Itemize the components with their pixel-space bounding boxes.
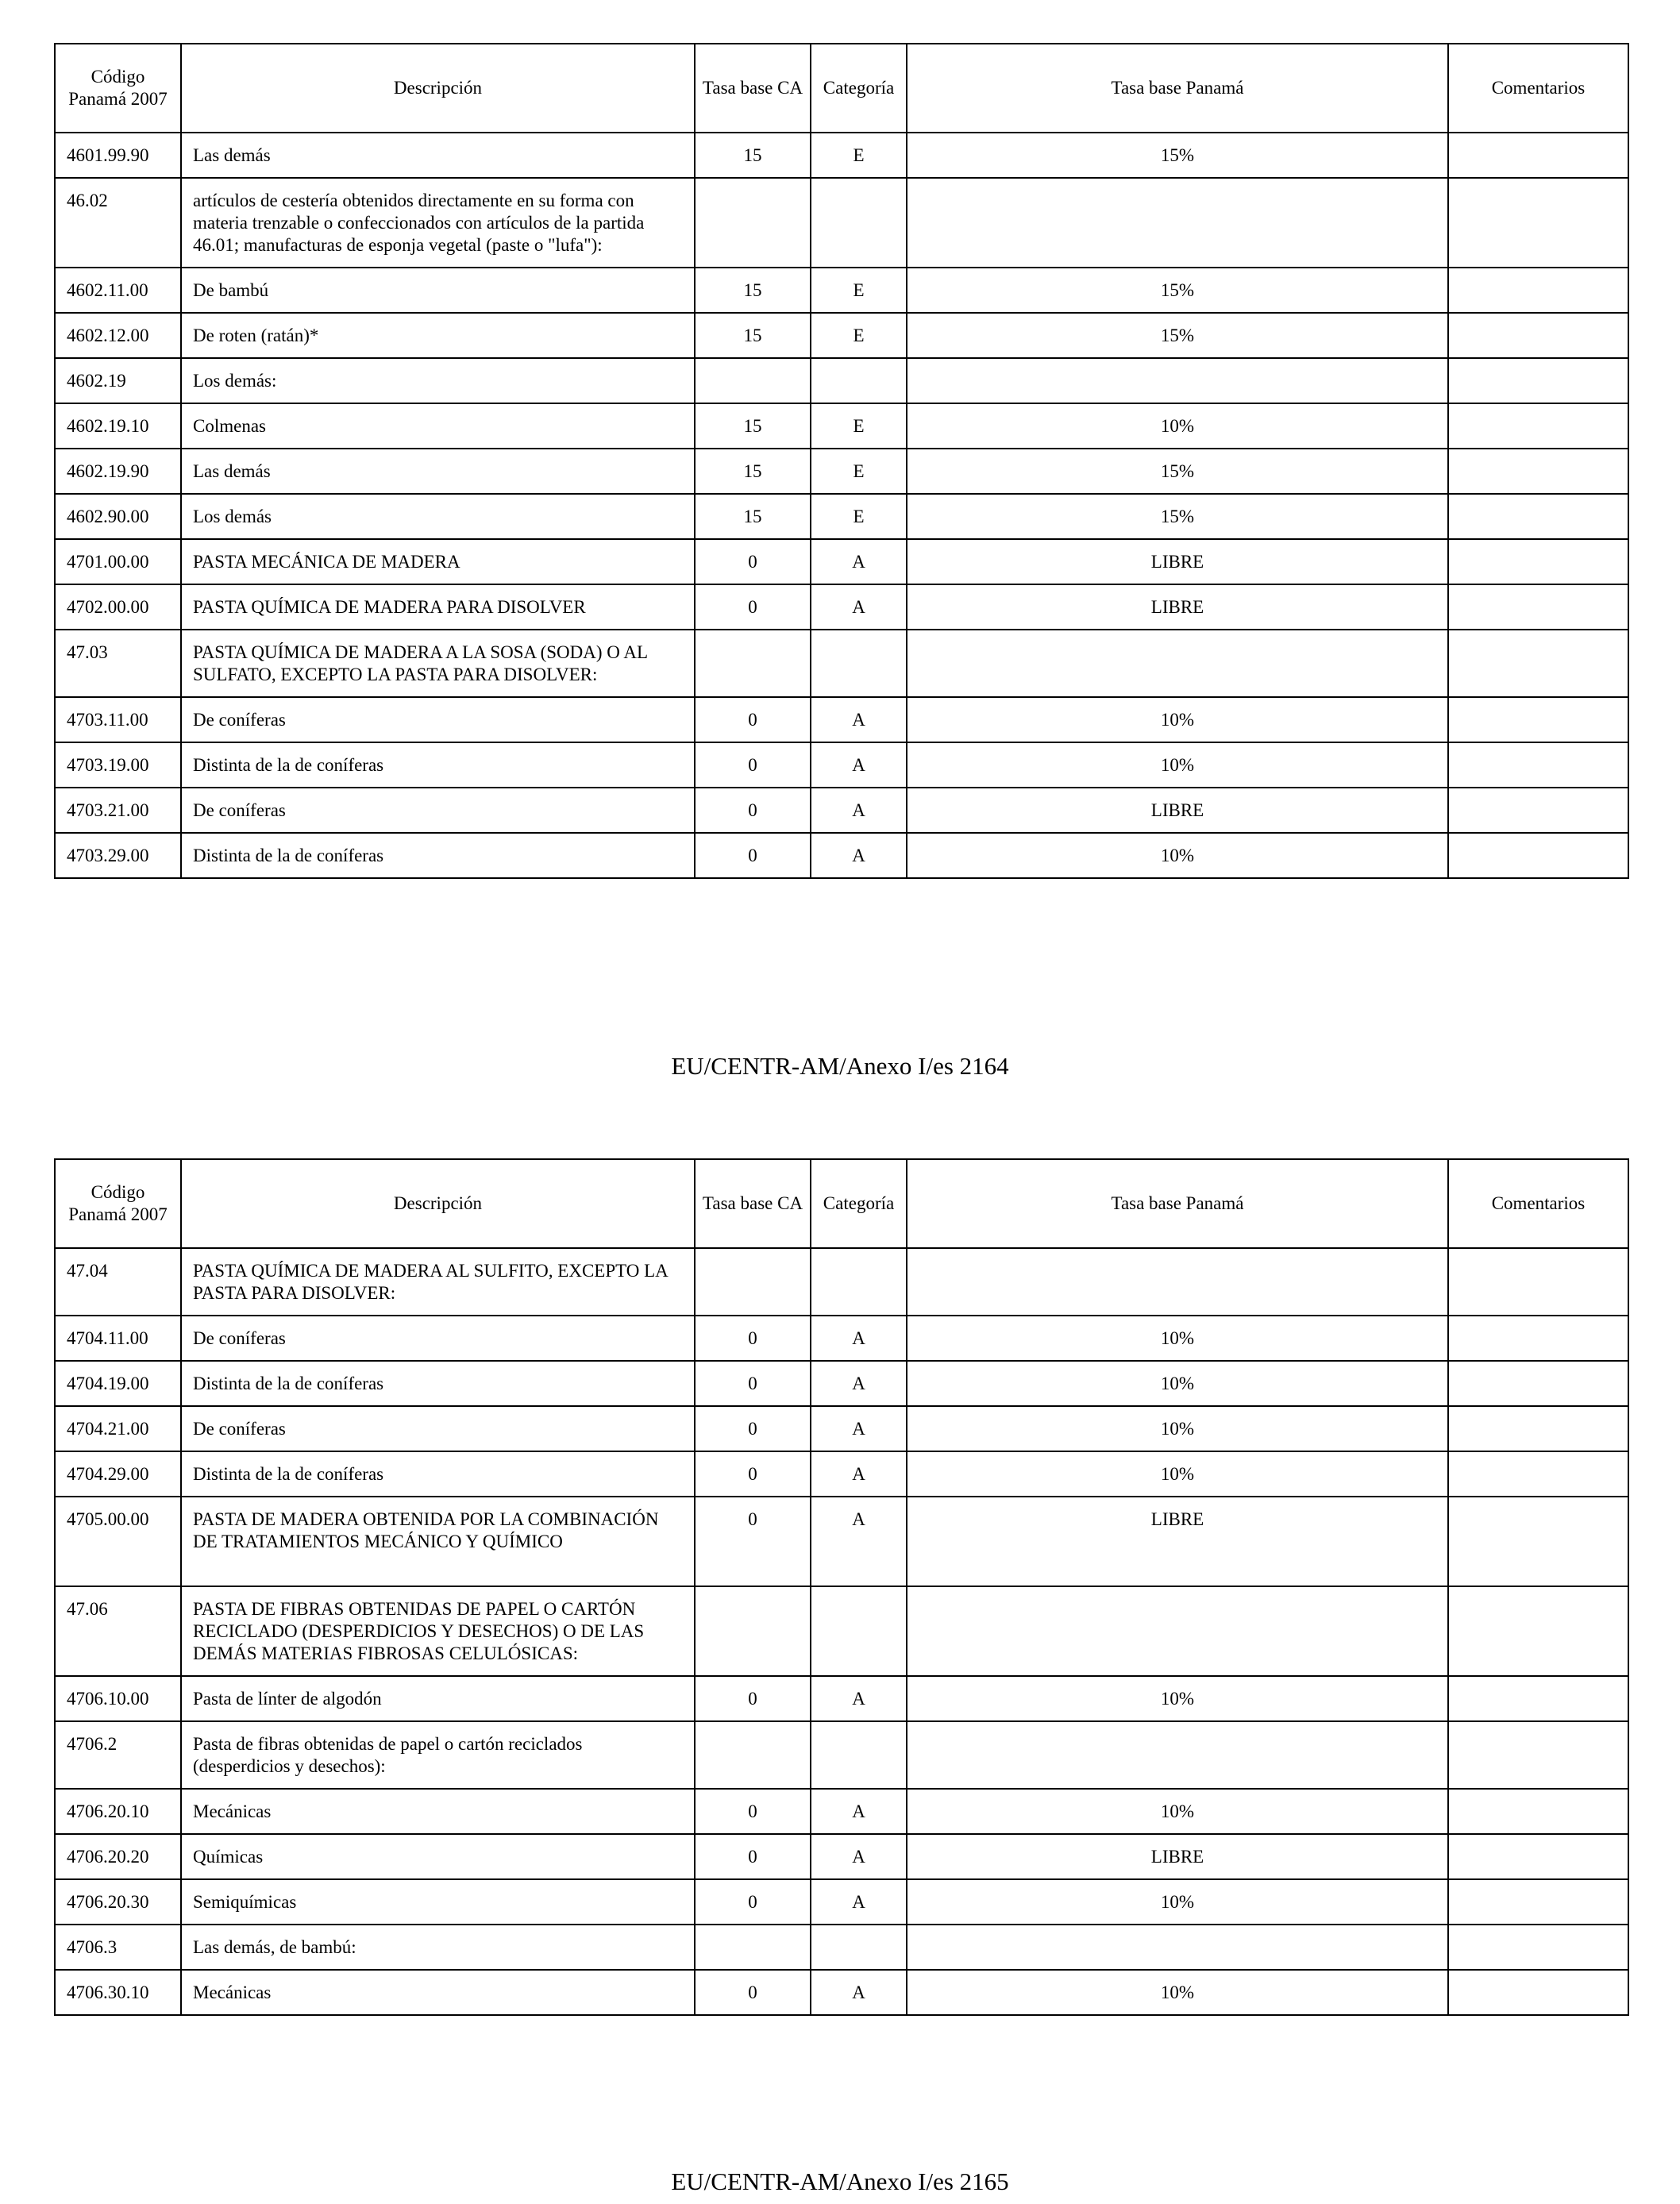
cell-description: Distinta de la de coníferas — [181, 1451, 695, 1497]
cell-base-rate-panama: 10% — [907, 1879, 1448, 1925]
cell-category — [811, 178, 907, 268]
cell-comments — [1448, 539, 1628, 584]
header-category: Categoría — [811, 1159, 907, 1248]
cell-code: 47.03 — [55, 630, 181, 697]
tariff-table-2 — [54, 1158, 1629, 2016]
cell-base-rate-panama: 10% — [907, 403, 1448, 449]
cell-base-rate-ca: 0 — [695, 1361, 811, 1406]
cell-base-rate-panama: 10% — [907, 833, 1448, 878]
cell-code: 4703.29.00 — [55, 833, 181, 878]
cell-category: A — [811, 584, 907, 630]
cell-base-rate-panama — [907, 178, 1448, 268]
cell-code: 4703.11.00 — [55, 697, 181, 742]
cell-comments — [1448, 697, 1628, 742]
cell-code: 4602.19.90 — [55, 449, 181, 494]
cell-base-rate-ca: 15 — [695, 403, 811, 449]
cell-category: A — [811, 1879, 907, 1925]
cell-comments — [1448, 449, 1628, 494]
cell-code: 4704.11.00 — [55, 1316, 181, 1361]
cell-comments — [1448, 742, 1628, 788]
cell-description: Los demás — [181, 494, 695, 539]
cell-code: 4602.12.00 — [55, 313, 181, 358]
cell-category: A — [811, 1834, 907, 1879]
cell-description: Las demás, de bambú: — [181, 1925, 695, 1970]
cell-base-rate-ca: 0 — [695, 1316, 811, 1361]
table-row — [55, 539, 1628, 584]
cell-base-rate-panama: LIBRE — [907, 539, 1448, 584]
cell-base-rate-panama: 10% — [907, 1970, 1448, 2015]
cell-base-rate-ca: 0 — [695, 584, 811, 630]
table-row — [55, 1925, 1628, 1970]
cell-comments — [1448, 1676, 1628, 1721]
table-row — [55, 630, 1628, 697]
cell-base-rate-ca: 0 — [695, 742, 811, 788]
cell-category: E — [811, 403, 907, 449]
table-row — [55, 584, 1628, 630]
table-row — [55, 1721, 1628, 1789]
table-row — [55, 742, 1628, 788]
cell-base-rate-ca: 15 — [695, 268, 811, 313]
cell-category: E — [811, 494, 907, 539]
cell-base-rate-ca: 0 — [695, 539, 811, 584]
cell-base-rate-ca — [695, 1721, 811, 1789]
cell-category: A — [811, 788, 907, 833]
cell-code: 4702.00.00 — [55, 584, 181, 630]
header-comments: Comentarios — [1448, 44, 1628, 133]
cell-base-rate-panama: LIBRE — [907, 1834, 1448, 1879]
table-row — [55, 1316, 1628, 1361]
cell-category: A — [811, 1451, 907, 1497]
cell-description: PASTA DE FIBRAS OBTENIDAS DE PAPEL O CARTÓN RECICLADO (DESPERDICIOS Y DESECHOS) O DE LAS DEMÁS MATERIAS FIBROSAS CELULÓSICAS: — [181, 1586, 695, 1676]
cell-description: Colmenas — [181, 403, 695, 449]
cell-base-rate-panama: 15% — [907, 449, 1448, 494]
table-row — [55, 1879, 1628, 1925]
cell-comments — [1448, 788, 1628, 833]
cell-code: 46.02 — [55, 178, 181, 268]
table-row — [55, 1676, 1628, 1721]
cell-code: 4703.21.00 — [55, 788, 181, 833]
page-footer: EU/CENTR-AM/Anexo I/es 2164 — [671, 1052, 1009, 1080]
cell-base-rate-panama — [907, 358, 1448, 403]
header-description: Descripción — [181, 44, 695, 133]
cell-comments — [1448, 178, 1628, 268]
cell-description: PASTA QUÍMICA DE MADERA PARA DISOLVER — [181, 584, 695, 630]
cell-base-rate-ca — [695, 1248, 811, 1316]
cell-description: Distinta de la de coníferas — [181, 1361, 695, 1406]
table-row — [55, 268, 1628, 313]
header-category: Categoría — [811, 44, 907, 133]
cell-description: Semiquímicas — [181, 1879, 695, 1925]
cell-description: PASTA MECÁNICA DE MADERA — [181, 539, 695, 584]
cell-base-rate-ca: 15 — [695, 494, 811, 539]
cell-code: 4602.19 — [55, 358, 181, 403]
cell-base-rate-ca — [695, 1925, 811, 1970]
cell-code: 47.06 — [55, 1586, 181, 1676]
cell-category — [811, 358, 907, 403]
cell-category — [811, 1248, 907, 1316]
table-row — [55, 788, 1628, 833]
cell-base-rate-panama — [907, 1586, 1448, 1676]
tariff-table-1 — [54, 43, 1629, 879]
cell-description: Pasta de línter de algodón — [181, 1676, 695, 1721]
cell-code: 4706.20.10 — [55, 1789, 181, 1834]
cell-base-rate-panama: 15% — [907, 313, 1448, 358]
cell-base-rate-panama: 10% — [907, 1406, 1448, 1451]
header-description: Descripción — [181, 1159, 695, 1248]
cell-code: 4706.20.20 — [55, 1834, 181, 1879]
header-base-rate-panama: Tasa base Panamá — [907, 44, 1448, 133]
cell-description: Distinta de la de coníferas — [181, 742, 695, 788]
cell-description: Químicas — [181, 1834, 695, 1879]
cell-category: A — [811, 1406, 907, 1451]
cell-base-rate-ca: 0 — [695, 833, 811, 878]
page-footer: EU/CENTR-AM/Anexo I/es 2165 — [671, 2167, 1009, 2195]
table-row — [55, 1789, 1628, 1834]
cell-category: A — [811, 742, 907, 788]
cell-base-rate-ca — [695, 1586, 811, 1676]
cell-category: A — [811, 1676, 907, 1721]
cell-category: E — [811, 313, 907, 358]
cell-description: PASTA QUÍMICA DE MADERA A LA SOSA (SODA) O AL SULFATO, EXCEPTO LA PASTA PARA DISOLVER: — [181, 630, 695, 697]
cell-base-rate-panama: 10% — [907, 742, 1448, 788]
cell-description: Pasta de fibras obtenidas de papel o cartón reciclados (desperdicios y desechos): — [181, 1721, 695, 1789]
cell-base-rate-panama: 10% — [907, 1676, 1448, 1721]
cell-base-rate-ca: 0 — [695, 788, 811, 833]
cell-category: A — [811, 1316, 907, 1361]
cell-base-rate-ca: 0 — [695, 1834, 811, 1879]
table-row — [55, 358, 1628, 403]
cell-base-rate-ca — [695, 178, 811, 268]
cell-comments — [1448, 584, 1628, 630]
cell-base-rate-ca: 15 — [695, 133, 811, 178]
cell-base-rate-ca: 0 — [695, 1406, 811, 1451]
cell-code: 4706.10.00 — [55, 1676, 181, 1721]
cell-comments — [1448, 268, 1628, 313]
cell-base-rate-ca: 15 — [695, 313, 811, 358]
header-comments: Comentarios — [1448, 1159, 1628, 1248]
table-row — [55, 1406, 1628, 1451]
cell-base-rate-panama: 10% — [907, 1451, 1448, 1497]
cell-description: artículos de cestería obtenidos directamente en su forma con materia trenzable o confeccionados con artículos de la partida 46.01; manufacturas de esponja vegetal (paste o "lufa"): — [181, 178, 695, 268]
cell-comments — [1448, 1879, 1628, 1925]
cell-comments — [1448, 1970, 1628, 2015]
table-row — [55, 494, 1628, 539]
cell-category: A — [811, 1970, 907, 2015]
cell-comments — [1448, 833, 1628, 878]
table-row — [55, 1497, 1628, 1586]
cell-base-rate-panama: 15% — [907, 268, 1448, 313]
cell-category: E — [811, 449, 907, 494]
table-row — [55, 403, 1628, 449]
table-header-row — [55, 44, 1628, 133]
cell-base-rate-panama — [907, 1925, 1448, 1970]
cell-code: 4706.20.30 — [55, 1879, 181, 1925]
table-row — [55, 1451, 1628, 1497]
cell-comments — [1448, 1789, 1628, 1834]
cell-comments — [1448, 358, 1628, 403]
cell-code: 4706.30.10 — [55, 1970, 181, 2015]
table-row — [55, 133, 1628, 178]
cell-base-rate-panama: 10% — [907, 1316, 1448, 1361]
cell-code: 4703.19.00 — [55, 742, 181, 788]
cell-base-rate-ca: 0 — [695, 1676, 811, 1721]
table-row — [55, 1970, 1628, 2015]
cell-base-rate-panama: LIBRE — [907, 1497, 1448, 1586]
header-base-rate-panama: Tasa base Panamá — [907, 1159, 1448, 1248]
cell-comments — [1448, 630, 1628, 697]
cell-base-rate-ca: 0 — [695, 1497, 811, 1586]
cell-description: De bambú — [181, 268, 695, 313]
cell-comments — [1448, 1248, 1628, 1316]
table-row — [55, 313, 1628, 358]
table-row — [55, 1834, 1628, 1879]
cell-base-rate-ca — [695, 358, 811, 403]
cell-description: De coníferas — [181, 697, 695, 742]
cell-base-rate-panama: 10% — [907, 1361, 1448, 1406]
cell-category: A — [811, 1361, 907, 1406]
cell-description: Las demás — [181, 133, 695, 178]
cell-category: E — [811, 268, 907, 313]
cell-code: 4706.2 — [55, 1721, 181, 1789]
cell-comments — [1448, 1497, 1628, 1586]
table-row — [55, 1248, 1628, 1316]
cell-category: A — [811, 1789, 907, 1834]
cell-category: A — [811, 697, 907, 742]
cell-code: 4601.99.90 — [55, 133, 181, 178]
cell-comments — [1448, 1834, 1628, 1879]
cell-description: Mecánicas — [181, 1789, 695, 1834]
cell-comments — [1448, 1721, 1628, 1789]
cell-base-rate-ca: 0 — [695, 1451, 811, 1497]
cell-code: 4706.3 — [55, 1925, 181, 1970]
cell-description: Las demás — [181, 449, 695, 494]
table-row — [55, 1586, 1628, 1676]
cell-base-rate-ca: 0 — [695, 1789, 811, 1834]
cell-comments — [1448, 494, 1628, 539]
table-row — [55, 833, 1628, 878]
cell-code: 4701.00.00 — [55, 539, 181, 584]
cell-code: 4602.19.10 — [55, 403, 181, 449]
header-code: Código Panamá 2007 — [55, 1159, 181, 1248]
cell-comments — [1448, 1406, 1628, 1451]
table-header-row — [55, 1159, 1628, 1248]
cell-base-rate-ca: 0 — [695, 697, 811, 742]
cell-base-rate-panama — [907, 630, 1448, 697]
cell-code: 47.04 — [55, 1248, 181, 1316]
cell-description: De coníferas — [181, 788, 695, 833]
cell-description: PASTA DE MADERA OBTENIDA POR LA COMBINACIÓN DE TRATAMIENTOS MECÁNICO Y QUÍMICO — [181, 1497, 695, 1586]
cell-description: Distinta de la de coníferas — [181, 833, 695, 878]
cell-description: PASTA QUÍMICA DE MADERA AL SULFITO, EXCEPTO LA PASTA PARA DISOLVER: — [181, 1248, 695, 1316]
cell-category — [811, 1586, 907, 1676]
cell-base-rate-ca — [695, 630, 811, 697]
cell-code: 4602.90.00 — [55, 494, 181, 539]
cell-description: De coníferas — [181, 1316, 695, 1361]
cell-base-rate-panama: 10% — [907, 1789, 1448, 1834]
cell-comments — [1448, 1361, 1628, 1406]
cell-category: E — [811, 133, 907, 178]
cell-description: De roten (ratán)* — [181, 313, 695, 358]
cell-comments — [1448, 403, 1628, 449]
cell-base-rate-ca: 15 — [695, 449, 811, 494]
cell-description: De coníferas — [181, 1406, 695, 1451]
cell-base-rate-panama — [907, 1721, 1448, 1789]
cell-description: Mecánicas — [181, 1970, 695, 2015]
cell-base-rate-panama: 15% — [907, 494, 1448, 539]
cell-comments — [1448, 1586, 1628, 1676]
table-row — [55, 1361, 1628, 1406]
cell-category: A — [811, 539, 907, 584]
cell-code: 4704.21.00 — [55, 1406, 181, 1451]
cell-comments — [1448, 133, 1628, 178]
table-row — [55, 178, 1628, 268]
cell-comments — [1448, 1451, 1628, 1497]
cell-base-rate-ca: 0 — [695, 1879, 811, 1925]
cell-category: A — [811, 1497, 907, 1586]
header-code: Código Panamá 2007 — [55, 44, 181, 133]
cell-code: 4704.19.00 — [55, 1361, 181, 1406]
cell-comments — [1448, 1316, 1628, 1361]
cell-base-rate-panama: LIBRE — [907, 584, 1448, 630]
cell-base-rate-panama: 15% — [907, 133, 1448, 178]
table-row — [55, 697, 1628, 742]
cell-code: 4704.29.00 — [55, 1451, 181, 1497]
header-base-rate-ca: Tasa base CA — [695, 44, 811, 133]
cell-base-rate-panama: LIBRE — [907, 788, 1448, 833]
cell-category — [811, 630, 907, 697]
cell-comments — [1448, 1925, 1628, 1970]
cell-description: Los demás: — [181, 358, 695, 403]
cell-category: A — [811, 833, 907, 878]
cell-code: 4705.00.00 — [55, 1497, 181, 1586]
cell-base-rate-panama: 10% — [907, 697, 1448, 742]
cell-code: 4602.11.00 — [55, 268, 181, 313]
cell-comments — [1448, 313, 1628, 358]
table-row — [55, 449, 1628, 494]
cell-base-rate-ca: 0 — [695, 1970, 811, 2015]
header-base-rate-ca: Tasa base CA — [695, 1159, 811, 1248]
cell-category — [811, 1925, 907, 1970]
cell-base-rate-panama — [907, 1248, 1448, 1316]
cell-category — [811, 1721, 907, 1789]
